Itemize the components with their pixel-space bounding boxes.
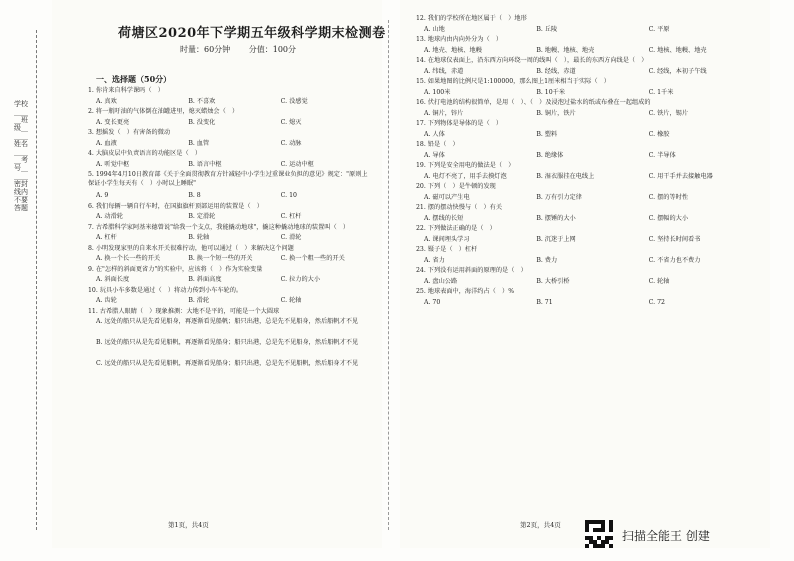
answer-option: A. 地壳、地核、地幔: [424, 46, 482, 54]
answer-option: C. 远处的船只从是先看见船帆，再逐渐看见船身；船只出港，总是先不见船帆，然后船身才不见: [96, 360, 359, 367]
answer-option: A. 铜片，锌片: [424, 109, 464, 117]
scanner-brand-label: 扫描全能王 创建: [622, 529, 710, 543]
answer-option: B. 滑轮: [188, 297, 210, 304]
answer-option: B. 没变化: [188, 118, 216, 126]
answer-option: B. 不喜欢: [188, 97, 216, 105]
question-text: 14. 在地球仪表面上，沿东西方向环绕一周的线叫（ ），最长的东西方向线是（ ）: [416, 57, 648, 64]
answer-option: B. 轮轴: [188, 234, 210, 241]
answer-option: B. 血管: [188, 139, 210, 147]
answer-option: B. 换一个短一些的开关: [188, 255, 253, 262]
answer-option: A. 电灯不亮了，用手去摸灯泡: [424, 172, 507, 180]
answer-option: A. 听觉中枢: [96, 160, 130, 168]
answer-option: A. 杠杆: [96, 234, 117, 241]
answer-option: C. 轮轴: [648, 277, 670, 285]
answer-option: B. 铜片，铁片: [536, 109, 576, 117]
question-text: 23. 镊子是（ ）杠杆: [416, 246, 478, 253]
qr-module: [601, 544, 605, 548]
question-text: 24. 下列没有运用斜面的原理的是（ ）: [416, 267, 527, 274]
answer-option: C. 运动中枢: [280, 160, 314, 168]
answer-option: C. 用干手并去接触电器: [648, 172, 713, 180]
question-text: 21. 摆的摆动快慢与（ ）有关: [416, 204, 503, 211]
answer-option: A. 磁可以产生电: [424, 193, 470, 201]
answer-option: A. 变长更亮: [96, 118, 130, 126]
answer-option: B. 斜面高度: [188, 276, 222, 283]
answer-option: A. 斜面长度: [96, 276, 130, 283]
answer-option: C. 动脉: [280, 139, 302, 147]
answer-option: A. 齿轮: [96, 297, 117, 304]
qr-code-icon: [585, 520, 613, 548]
answer-option: A. 摆线的长短: [424, 214, 464, 222]
answer-option: C. 地核、地幔、地壳: [648, 46, 707, 54]
binding-margin: [0, 0, 50, 561]
question-text: 17. 下列物体是导体的是（ ）: [416, 120, 503, 127]
exam-score: 分值：100分: [248, 45, 297, 54]
question-text: 22. 下列做法正确的是（ ）: [416, 225, 496, 232]
binding-info-text: 学校______班级______姓名______考号______密封线内不要答题: [14, 100, 28, 212]
answer-option: A. 课间埋头学习: [424, 235, 470, 243]
answer-option: A. 纬线，赤道: [424, 67, 464, 75]
question-text: 7. 古希腊科学家阿基米德曾说"给我一个支点，我能撬动地球"，撬这种撬动地球的装置叫（ ）: [88, 223, 350, 231]
question-text: 13. 地球内由内向外分为（ ）: [416, 36, 503, 43]
qr-module: [585, 528, 589, 532]
answer-option: C. 半导体: [648, 151, 676, 159]
qr-module: [601, 528, 605, 532]
exam-info: [180, 44, 312, 55]
question-text: 20. 下列（ ）是牛顿的发现: [416, 183, 496, 190]
question-text: 15. 如果地图的比例尺是1:100000，那么图上1厘米相当于实际（ ）: [416, 78, 610, 85]
question-text: 9. 在"怎样的斜面更省力"的实验中，应该将（ ）作为实验变量: [88, 265, 263, 273]
answer-option: B. 费力: [536, 256, 558, 264]
answer-option: A. 70: [424, 298, 441, 306]
answer-option: C. 摆的等时性: [648, 193, 689, 201]
answer-option: B. 语言中枢: [188, 160, 222, 168]
answer-option: A. 真欢: [96, 97, 117, 105]
answer-option: A. 导体: [424, 151, 445, 159]
answer-option: C. 橡胶: [648, 130, 670, 138]
qr-module: [609, 544, 613, 548]
answer-option: B. 远处的船只从是先看见船帆，再逐渐看见船身；船只出港，总是先不见船身，然后船帆才不见: [96, 339, 359, 346]
answer-option: A. 山地: [424, 25, 445, 33]
answer-option: B. 万有引力定律: [536, 193, 582, 201]
qr-module: [609, 528, 613, 532]
qr-module: [585, 544, 589, 548]
question-text: 12. 我们的学校所在地区属于（ ）地形: [416, 15, 527, 22]
answer-option: C. 不省力也不费力: [648, 256, 701, 264]
answer-option: B. 摆锤的大小: [536, 214, 576, 222]
answer-option: C. 滑轮: [280, 234, 302, 241]
answer-option: B. 定滑轮: [188, 213, 216, 220]
answer-option: B. 10千米: [536, 88, 566, 96]
answer-option: B. 绝缘体: [536, 151, 564, 159]
answer-option: B. 丘陵: [536, 25, 558, 33]
answer-option: A. 换一个长一些的开关: [96, 255, 161, 262]
exam-title: 荷塘区2020年下学期五年级科学期末检测卷: [118, 26, 386, 41]
seal-line: [36, 30, 37, 530]
question-text: 1. 你肯来自科学课吗（ ）: [88, 87, 164, 94]
answer-option: C. 72: [648, 298, 665, 306]
page-footer-right: 第2页，共4页: [520, 521, 561, 529]
answer-option: B. 大桥引桥: [536, 277, 570, 285]
question-text: 18. 铅是（ ）: [416, 141, 459, 148]
answer-option: A. 省力: [424, 256, 445, 264]
question-text: 10. 玩具小车多数是通过（ ）将动力传到小车车轮的。: [88, 286, 243, 294]
page-divider: [388, 20, 389, 530]
question-text: 25. 地球表面中，海洋约占（ ）%: [416, 288, 515, 295]
answer-option: C. 换一个粗一些的开关: [280, 255, 345, 262]
answer-option: C. 轮轴: [280, 297, 302, 304]
qr-module: [609, 536, 613, 540]
question-text: 2. 将一瓶吁油的气体倒在油罐进里，熄灭蜡烛会（ ）: [88, 108, 239, 115]
answer-option: A. 人体: [424, 130, 445, 138]
answer-option: C. 摆幅的大小: [648, 214, 689, 222]
question-text: 6. 我们每辆一辆自行车时，在国旗旗杆顶部运用的装置是（ ）: [88, 202, 263, 210]
question-text: 8. 小明发现家里的自来水开关很难拧动，他可以通过（ ）来解决这个问题: [88, 244, 294, 252]
question-text: 16. 伏打电池的结构很简单，是用（ ）、（ ）及浸泡过盐水的纸或布叠在一起组成的: [416, 99, 651, 106]
page-footer-left: 第1页，共4页: [168, 521, 209, 529]
question-text: 5. 1994年4月10日教育部《关于全面贯彻教育方针减轻中小学生过重课业负担的意见》规定："原则上保证小学生每天有（ ）小时以上睡眠": [88, 171, 368, 187]
answer-option: A. 远处的船只从是先看见船身，再逐渐看见船帆；船只出港，总是先不见船身，然后船帆才不见: [96, 318, 359, 325]
answer-option: C. 熄灭: [280, 118, 302, 126]
answer-option: A. 盘山公路: [424, 277, 458, 285]
answer-option: C. 10: [280, 192, 297, 199]
answer-option: B. 地幔、地核、地壳: [536, 46, 595, 54]
question-text: 19. 下列是安全用电的做法是（ ）: [416, 162, 515, 169]
question-text: 4. 大脑皮层中负责语言的功能区是（ ）: [88, 150, 202, 157]
answer-option: A. 动滑轮: [96, 213, 123, 220]
answer-option: B. 沉迷于上网: [536, 235, 576, 243]
answer-option: B. 塑料: [536, 130, 558, 138]
answer-option: C. 经线，本初子午线: [648, 67, 707, 75]
answer-option: A. 9: [96, 192, 109, 199]
answer-option: C. 平原: [648, 25, 670, 33]
section-heading: 一、选择题（50分）: [96, 74, 172, 84]
answer-option: C. 杠杆: [280, 213, 302, 220]
answer-option: B. 8: [188, 192, 201, 199]
answer-option: C. 坚持长时间看书: [648, 235, 701, 243]
answer-option: A. 100米: [424, 88, 451, 96]
answer-option: A. 血液: [96, 139, 117, 147]
answer-option: B. 湿衣服挂在电线上: [536, 172, 595, 180]
question-text: 11. 古希腊人眼睛（ ）现象推测：大地不是平的，可能是一个大圆球: [88, 307, 280, 315]
answer-option: B. 经线，赤道: [536, 67, 576, 75]
question-text: 3. 想摇发（ ）有害备的微动: [88, 129, 171, 136]
answer-option: C. 铁片，锡片: [648, 109, 689, 117]
answer-option: C. 没感觉: [280, 97, 308, 105]
answer-option: C. 1千米: [648, 88, 674, 96]
exam-time: 时量：60分钟: [180, 45, 231, 54]
answer-option: B. 71: [536, 298, 553, 306]
answer-option: C. 拉力的大小: [280, 276, 321, 283]
